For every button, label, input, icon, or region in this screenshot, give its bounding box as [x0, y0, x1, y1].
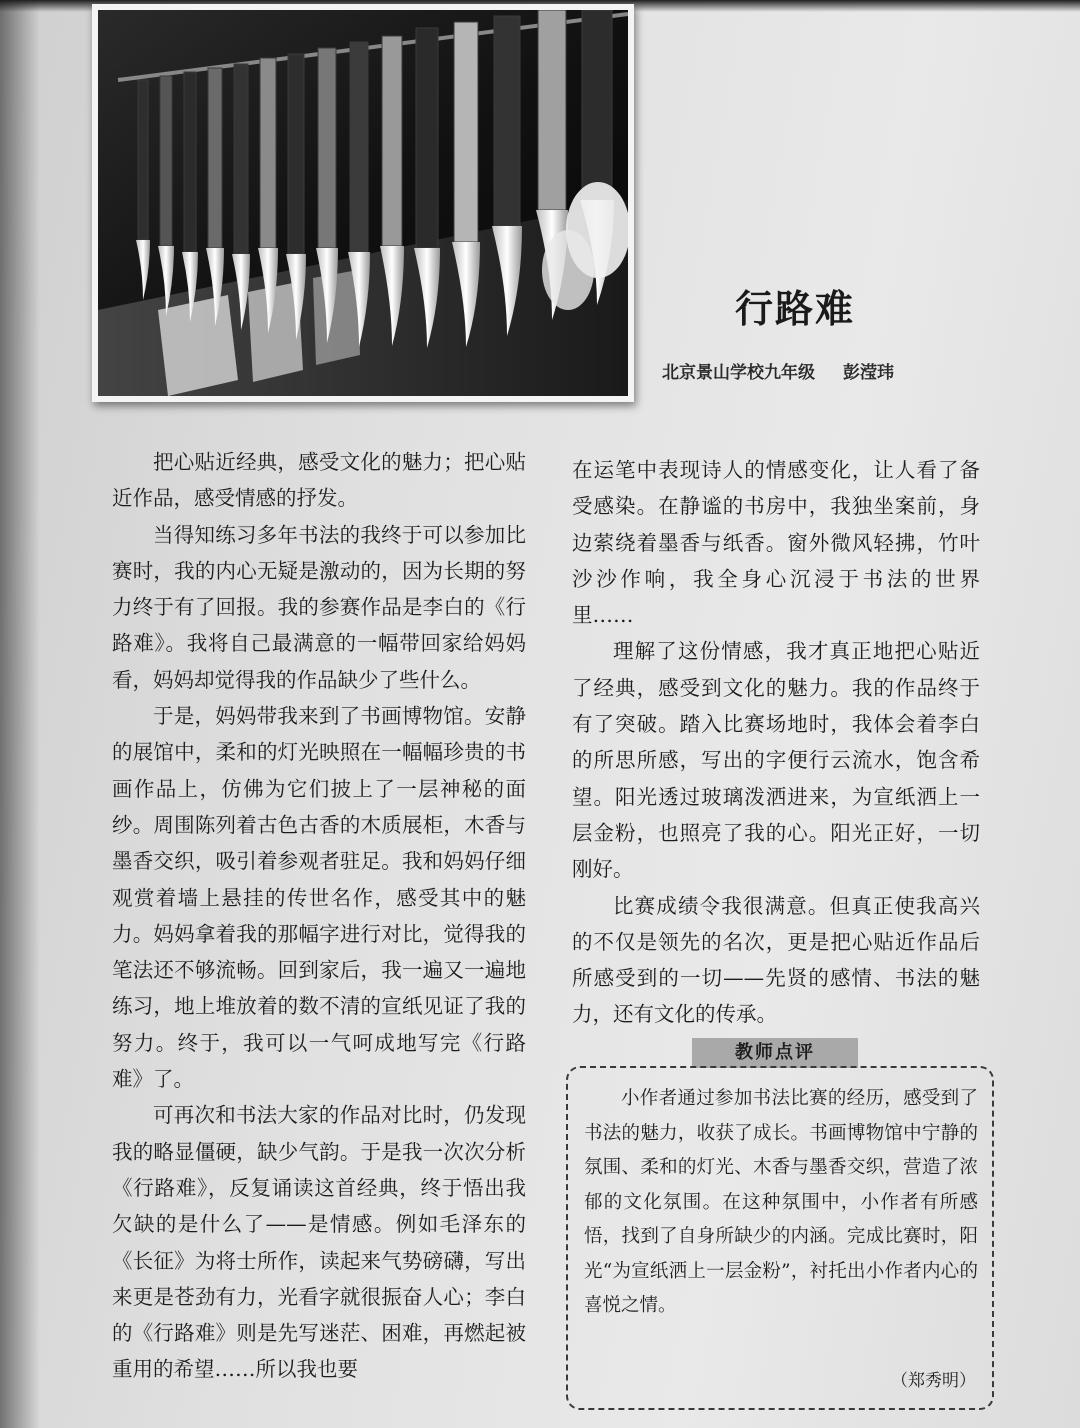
author-name: 彭滢玮 [843, 363, 894, 383]
body-paragraph: 当得知练习多年书法的我终于可以参加比赛时，我的内心无疑是激动的，因为长期的努力终于有了回报。我的参赛作品是李白的《行路难》。我将自己最满意的一幅带回家给妈妈看，妈妈却觉得我的作品缺少了些什么。 [112, 522, 526, 692]
teacher-comment-label: 教师点评 [692, 1038, 858, 1068]
teacher-comment-text: 小作者通过参加书法比赛的经历，感受到了书法的魅力，收获了成长。书画博物馆中宁静的氛围、柔和的灯光、木香与墨香交织，营造了浓郁的文化氛围。在这种氛围中，小作者有所感悟，找到了自身所缺少的内涵。完成比赛时，阳光“为宣纸洒上一层金粉”，衬托出小作者内心的喜悦之情。 [584, 1088, 978, 1316]
article-byline [662, 358, 894, 383]
body-paragraph-continued: 在运笔中表现诗人的情感变化，让人看了备受感染。在静谧的书房中，我独坐案前，身边萦绕着墨香与纸香。窗外微风轻拂，竹叶沙沙作响，我全身心沉浸于书法的世界里…… [572, 458, 980, 628]
calligraphy-brushes-photo [92, 4, 634, 402]
page-left-shadow [0, 0, 40, 1428]
article-title: 行路难 [735, 287, 856, 331]
author-school: 北京景山学校九年级 [662, 363, 815, 383]
body-column-left [112, 444, 526, 1388]
brushes-illustration [98, 10, 628, 396]
teacher-comment-box [566, 1066, 994, 1410]
body-paragraph: 理解了这份情感，我才真正地把心贴近了经典，感受到文化的魅力。我的作品终于有了突破。踏入比赛场地时，我体会着李白的所思所感，写出的字便行云流水，饱含希望。阳光透过玻璃泼洒进来，为宣纸洒上一层金粉，也照亮了我的心。阳光正好，一切刚好。 [572, 639, 980, 882]
teacher-signature: （郑秀明） [891, 1370, 976, 1391]
body-paragraph: 比赛成绩令我很满意。但真正使我高兴的不仅是领先的名次，更是把心贴近作品后所感受到的一切——先贤的感情、书法的魅力，还有文化的传承。 [572, 893, 980, 1027]
body-paragraph: 把心贴近经典，感受文化的魅力；把心贴近作品，感受情感的抒发。 [112, 450, 526, 511]
body-paragraph: 可再次和书法大家的作品对比时，仍发现我的略显僵硬，缺少气韵。于是我一次次分析《行路难》，反复诵读这首经典，终于悟出我欠缺的是什么了——是情感。例如毛泽东的《长征》为将士所作，读起来气势磅礴，写出来更是苍劲有力，光看字就很振奋人心；李白的《行路难》则是先写迷茫、困难，再燃起被重用的希望……所以我也要 [112, 1103, 526, 1382]
body-paragraph: 于是，妈妈带我来到了书画博物馆。安静的展馆中，柔和的灯光映照在一幅幅珍贵的书画作品上，仿佛为它们披上了一层神秘的面纱。周围陈列着古色古香的木质展柜，木香与墨香交织，吸引着参观者驻足。我和妈妈仔细观赏着墙上悬挂的传世名作，感受其中的魅力。妈妈拿着我的那幅字进行对比，觉得我的笔法还不够流畅。回到家后，我一遍又一遍地练习，地上堆放着的数不清的宣纸见证了我的努力。终于，我可以一气呵成地写完《行路难》了。 [112, 704, 526, 1092]
body-column-right [572, 452, 980, 1033]
